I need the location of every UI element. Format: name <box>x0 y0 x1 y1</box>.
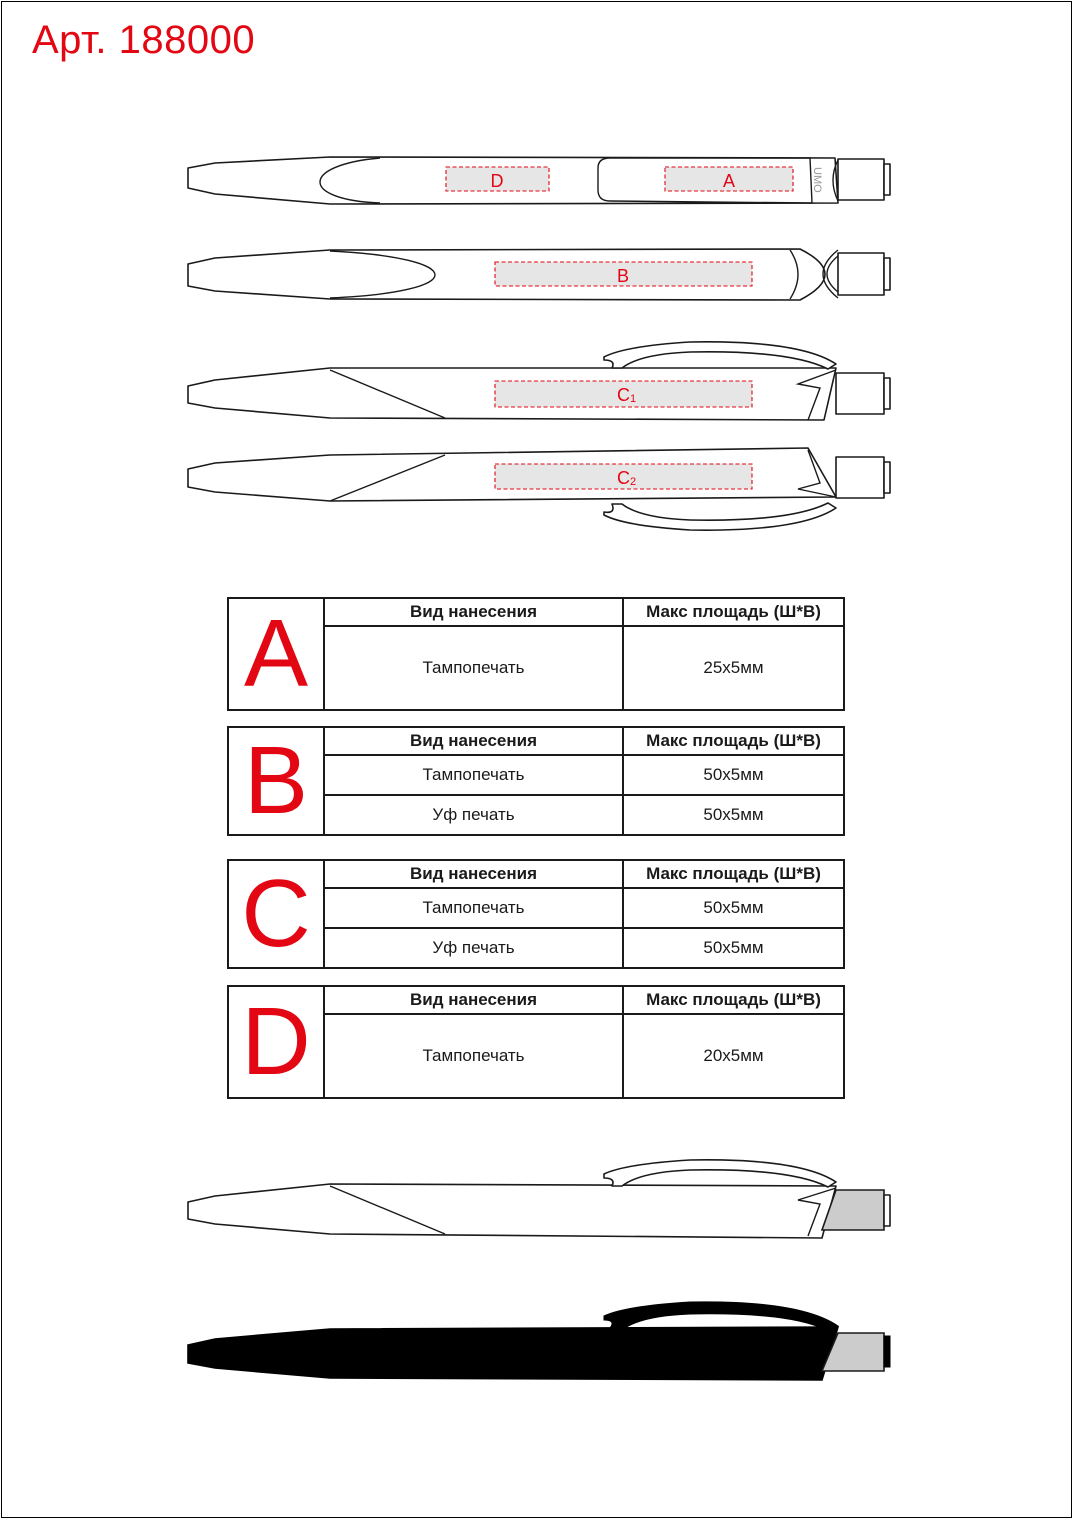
spec-table-a <box>227 597 845 711</box>
area-cell: 50x5мм <box>623 795 844 835</box>
method-cell: Тампопечать <box>324 626 623 710</box>
method-header: Вид нанесения <box>324 727 623 755</box>
pen-white-preview <box>188 1160 890 1238</box>
spec-table-c <box>227 859 845 969</box>
zone-d-label: D <box>490 171 504 191</box>
pen-top-view <box>188 157 890 204</box>
method-cell: Тампопечать <box>324 1014 623 1098</box>
area-header: Макс площадь (Ш*В) <box>623 727 844 755</box>
table-letter-a: A <box>228 598 324 710</box>
zone-b-label: B <box>616 266 630 286</box>
table-letter-c: C <box>228 860 324 968</box>
pen-back-view <box>188 249 890 300</box>
pen-side-view-c2 <box>188 448 890 530</box>
method-cell: Тампопечать <box>324 888 623 928</box>
area-header: Макс площадь (Ш*В) <box>623 860 844 888</box>
method-cell: Уф печать <box>324 795 623 835</box>
method-cell: Тампопечать <box>324 755 623 795</box>
table-letter-b: B <box>228 727 324 835</box>
method-header: Вид нанесения <box>324 860 623 888</box>
method-cell: Уф печать <box>324 928 623 968</box>
brand-mark-text: UMO <box>811 167 823 193</box>
zone-a-label: A <box>722 171 736 191</box>
zone-c1-index: 1 <box>630 393 637 405</box>
table-letter-d: D <box>228 986 324 1098</box>
area-cell: 50x5мм <box>623 928 844 968</box>
spec-table-d <box>227 985 845 1099</box>
area-cell: 50x5мм <box>623 755 844 795</box>
area-cell: 25x5мм <box>623 626 844 710</box>
area-header: Макс площадь (Ш*В) <box>623 986 844 1014</box>
area-header: Макс площадь (Ш*В) <box>623 598 844 626</box>
article-title: Арт. 188000 <box>32 18 256 62</box>
zone-c2-label: C <box>617 468 630 488</box>
spec-table-b <box>227 726 845 836</box>
pen-side-view-c1 <box>188 342 890 420</box>
area-cell: 20x5мм <box>623 1014 844 1098</box>
method-header: Вид нанесения <box>324 598 623 626</box>
method-header: Вид нанесения <box>324 986 623 1014</box>
zone-c2-index: 2 <box>630 476 637 488</box>
area-cell: 50x5мм <box>623 888 844 928</box>
zone-c1-label: C <box>617 385 630 405</box>
pen-black-preview <box>188 1302 890 1380</box>
